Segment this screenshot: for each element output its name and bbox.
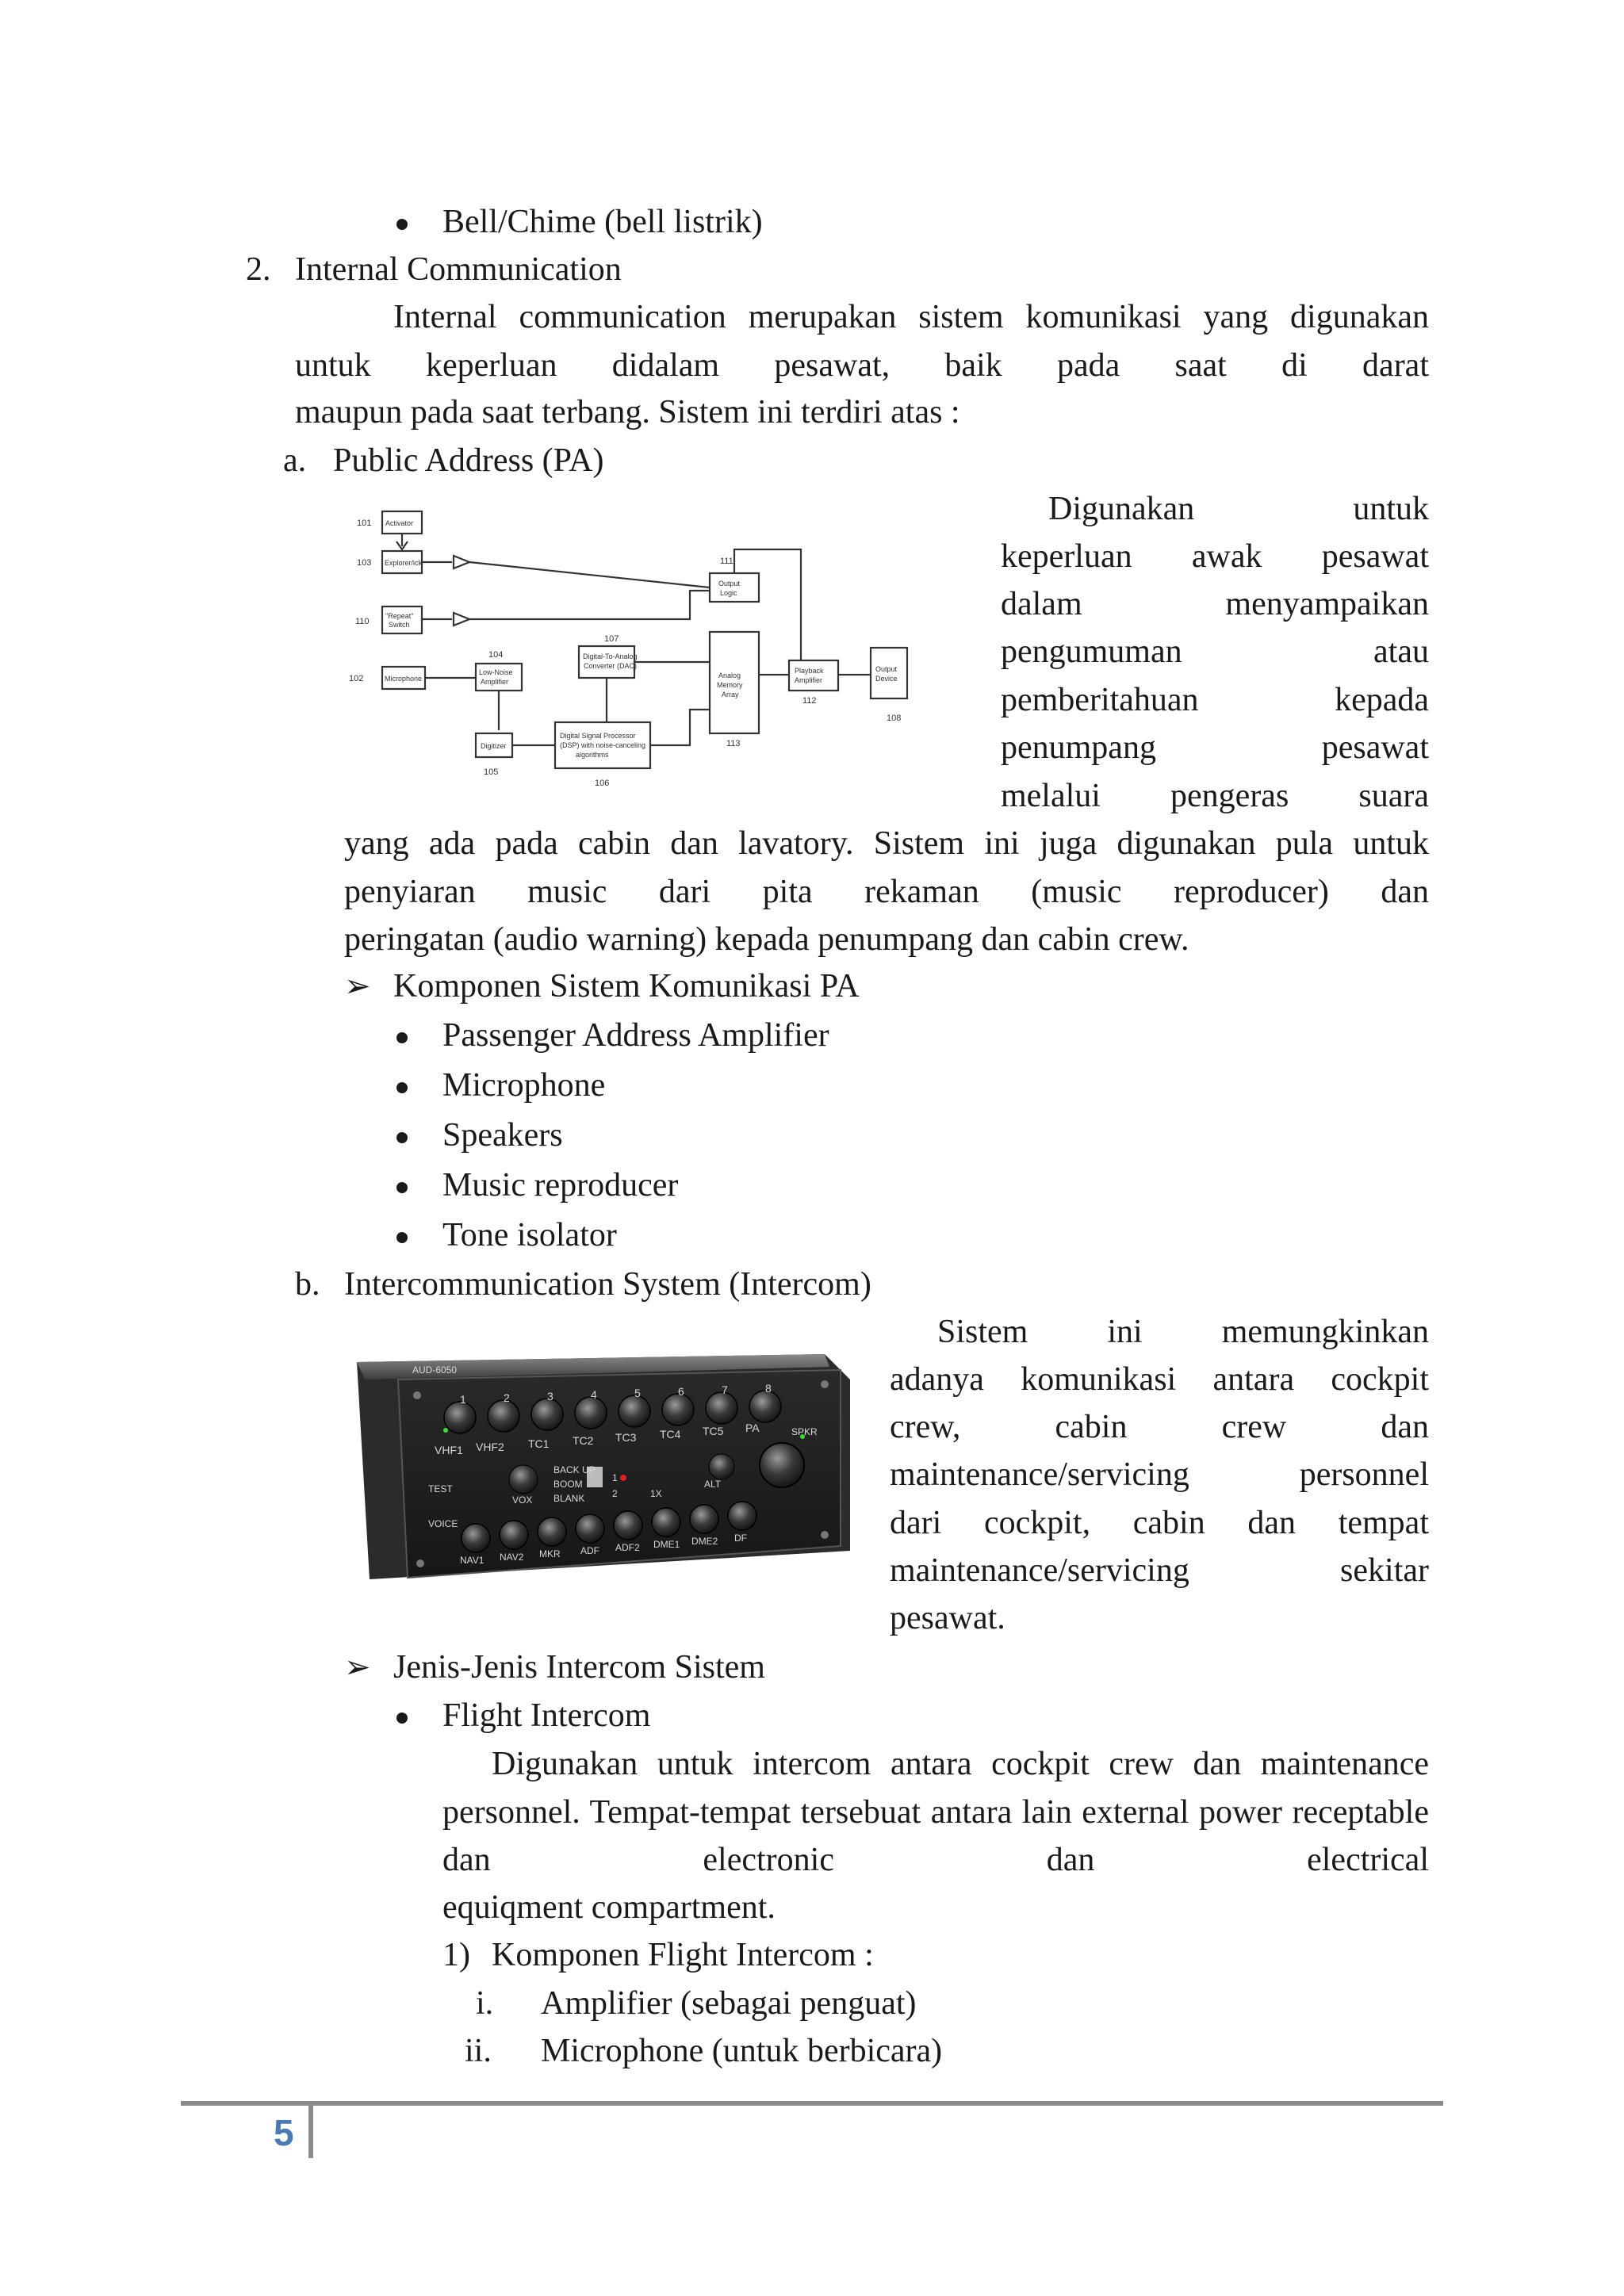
arrow-bullet-icon: ➢ [344,1649,371,1685]
svg-text:Digitizer: Digitizer [481,742,507,750]
pa-side-line-5: pemberitahuan kepada [1001,682,1429,718]
svg-text:Output: Output [718,580,741,587]
svg-text:112: 112 [802,696,817,706]
svg-text:VOICE: VOICE [428,1518,458,1529]
svg-text:Logic: Logic [720,589,737,597]
svg-text:Explorer/ick: Explorer/ick [385,559,423,567]
pa-body-paragraph: yang ada pada cabin dan lavatory. Sistem ini juga digunakan pula untuk penyiaran music dari pita rekaman (music reproducer) dan [344,825,1429,910]
svg-text:103: 103 [357,558,372,568]
bullet [396,1712,408,1724]
svg-text:Memory: Memory [717,681,743,689]
list-item: Microphone [442,1067,606,1104]
roman-numeral: ii. [465,2033,492,2069]
pa-side-line-2: keperluan awak pesawat [1001,538,1429,575]
svg-text:Amplifier: Amplifier [481,678,509,686]
pa-components-title: Komponen Sistem Komunikasi PA [393,968,860,1004]
svg-text:Low-Noise: Low-Noise [479,668,513,676]
svg-text:5: 5 [634,1387,641,1399]
block-output-device [871,648,907,698]
ic-side-line-6: maintenance/servicing sekitar [890,1552,1429,1589]
svg-text:DF: DF [734,1533,747,1544]
footer-rule [181,2101,1443,2106]
svg-text:BOOM: BOOM [553,1479,583,1490]
bullet [396,1082,408,1093]
svg-text:Switch: Switch [389,621,410,629]
list-item-flight-intercom: Flight Intercom [442,1697,651,1734]
svg-text:Microphone: Microphone [385,675,423,683]
page-number: 5 [274,2112,294,2153]
flight-intercom-last-line: equiqment compartment. [442,1889,776,1926]
svg-text:Output: Output [875,665,898,673]
svg-text:TC3: TC3 [615,1431,637,1444]
svg-text:TC5: TC5 [703,1425,724,1437]
svg-text:VHF1: VHF1 [435,1444,463,1456]
list-number: 1) [442,1937,470,1973]
block-repeat-switch [382,607,422,633]
svg-text:2: 2 [612,1488,618,1499]
section-title-internal-communication: Internal Communication [295,251,622,288]
svg-text:ALT: ALT [704,1479,722,1490]
svg-text:2: 2 [504,1391,510,1404]
svg-text:DME2: DME2 [691,1536,718,1547]
svg-text:MKR: MKR [539,1548,561,1559]
list-item: Speakers [442,1117,563,1154]
svg-text:SPKR: SPKR [791,1426,818,1437]
footer-divider [308,2106,313,2158]
svg-text:ADF: ADF [580,1545,599,1556]
svg-text:Analog: Analog [718,672,741,679]
svg-text:108: 108 [887,714,902,723]
bullet-item-bell: Bell/Chime (bell listrik) [442,204,763,240]
ic-side-line-1: Sistem ini memungkinkan [937,1314,1429,1350]
svg-text:Digital-To-Analog: Digital-To-Analog [583,652,638,660]
svg-text:DME1: DME1 [653,1539,680,1550]
svg-text:1X: 1X [650,1488,662,1499]
list-item: Music reproducer [442,1167,679,1203]
bullet [396,219,408,230]
svg-text:ADF2: ADF2 [615,1542,640,1553]
block-playback-amplifier [789,660,838,691]
svg-text:BLANK: BLANK [553,1493,585,1504]
roman-numeral: i. [476,1985,494,2022]
list-letter: a. [283,442,307,479]
pa-side-line-6: penumpang pesawat [1001,729,1429,766]
ic-side-line-3: crew, cabin crew dan [890,1409,1429,1445]
list-item: Passenger Address Amplifier [442,1017,829,1054]
svg-text:(DSP) with noise-canceling: (DSP) with noise-canceling [560,741,646,749]
svg-text:8: 8 [765,1382,772,1395]
pa-side-line-1: Digunakan untuk [1048,491,1429,527]
svg-text:111: 111 [720,557,733,566]
flight-intercom-paragraph: Digunakan untuk intercom antara cockpit crew dan maintenance personnel. Tempat-tempat tersebuat antara lain external power receptable dan electronic dan electrical [442,1746,1429,1878]
svg-text:1: 1 [612,1472,618,1483]
list-item: Tone isolator [442,1217,617,1253]
svg-text:Converter (DAC): Converter (DAC) [584,662,638,670]
pa-body-last-line: peringatan (audio warning) kepada penumpang dan cabin crew. [344,921,1189,958]
list-item: Microphone (untuk berbicara) [541,2033,943,2069]
list-item: Amplifier (sebagai penguat) [541,1985,917,2022]
svg-text:Amplifier: Amplifier [795,676,823,684]
list-number: 2. [246,251,271,288]
subsection-title-intercom: Intercommunication System (Intercom) [344,1266,871,1303]
pa-block-diagram [341,496,929,797]
intro-paragraph: Internal communication merupakan sistem komunikasi yang digunakan untuk keperluan didalam pesawat, baik pada saat di darat [295,299,1429,384]
svg-text:Array: Array [722,691,739,698]
svg-text:101: 101 [357,519,372,528]
svg-text:106: 106 [595,779,610,788]
svg-text:105: 105 [484,767,499,777]
svg-text:BACK UP: BACK UP [553,1464,596,1475]
svg-text:102: 102 [349,674,364,683]
svg-text:104: 104 [488,650,504,660]
svg-text:VHF2: VHF2 [476,1441,504,1453]
svg-text:PA: PA [745,1422,760,1434]
svg-text:113: 113 [726,739,741,748]
bullet [396,1182,408,1193]
svg-text:VOX: VOX [512,1494,533,1506]
svg-text:7: 7 [722,1383,728,1396]
svg-text:TC2: TC2 [573,1434,594,1447]
svg-text:Playback: Playback [795,667,824,675]
svg-text:NAV1: NAV1 [460,1555,485,1566]
intercom-panel-image [349,1348,856,1601]
svg-text:4: 4 [591,1388,597,1401]
ic-side-line-5: dari cockpit, cabin dan tempat [890,1505,1429,1541]
svg-text:AUD-6050: AUD-6050 [412,1364,458,1376]
svg-text:TC4: TC4 [660,1428,681,1441]
svg-text:107: 107 [604,634,619,644]
svg-text:110: 110 [355,617,370,626]
ic-side-line-4: maintenance/servicing personnel [890,1456,1429,1493]
arrow-bullet-icon: ➢ [344,968,371,1004]
block-output-logic [710,573,759,602]
ic-side-line-2: adanya komunikasi antara cockpit [890,1361,1429,1398]
svg-text:algorithms: algorithms [576,751,609,759]
pa-side-line-4: pengumuman atau [1001,633,1429,670]
svg-text:NAV2: NAV2 [500,1552,524,1563]
bullet [396,1032,408,1043]
ic-types-title: Jenis-Jenis Intercom Sistem [393,1649,765,1686]
svg-text:1: 1 [460,1393,466,1406]
svg-text:"Repeat": "Repeat" [385,612,414,620]
intro-paragraph-last-line: maupun pada saat terbang. Sistem ini terdiri atas : [295,394,960,430]
svg-text:3: 3 [547,1390,553,1402]
flight-intercom-components-title: Komponen Flight Intercom : [492,1937,874,1973]
svg-text:Activator: Activator [385,519,414,527]
subsection-title-public-address: Public Address (PA) [333,442,604,479]
svg-text:TC1: TC1 [528,1437,550,1450]
pa-side-line-3: dalam menyampaikan [1001,586,1429,622]
svg-text:6: 6 [678,1385,684,1398]
svg-text:TEST: TEST [428,1483,453,1494]
ic-side-last-line: pesawat. [890,1600,1005,1636]
bullet [396,1132,408,1143]
svg-text:Digital Signal Processor: Digital Signal Processor [560,732,636,740]
svg-text:Device: Device [875,675,898,683]
bullet [396,1232,408,1243]
list-letter: b. [295,1266,320,1303]
pa-side-line-7: melalui pengeras suara [1001,778,1429,814]
